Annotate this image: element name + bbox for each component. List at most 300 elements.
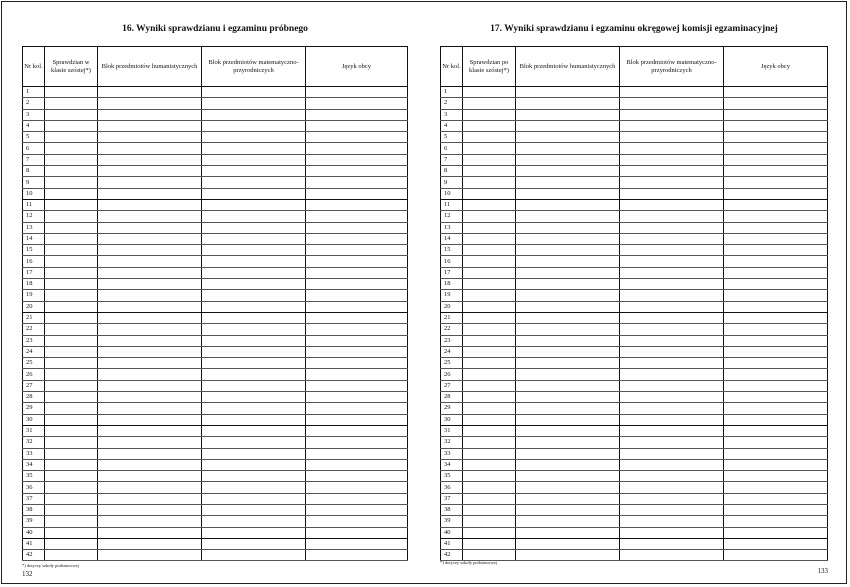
result-cell[interactable] [202, 245, 306, 256]
result-cell[interactable] [724, 504, 828, 515]
result-cell[interactable] [516, 109, 620, 120]
result-cell[interactable] [306, 177, 408, 188]
result-cell[interactable] [306, 482, 408, 493]
result-cell[interactable] [202, 256, 306, 267]
result-cell[interactable] [724, 425, 828, 436]
result-cell[interactable] [202, 504, 306, 515]
result-cell[interactable] [306, 504, 408, 515]
result-cell[interactable] [620, 256, 724, 267]
result-cell[interactable] [98, 527, 202, 538]
result-cell[interactable] [516, 154, 620, 165]
result-cell[interactable] [620, 324, 724, 335]
result-cell[interactable] [98, 154, 202, 165]
result-cell[interactable] [620, 312, 724, 323]
result-cell[interactable] [620, 245, 724, 256]
result-cell[interactable] [724, 154, 828, 165]
result-cell[interactable] [98, 245, 202, 256]
result-cell[interactable] [516, 538, 620, 549]
result-cell[interactable] [724, 358, 828, 369]
result-cell[interactable] [620, 346, 724, 357]
result-cell[interactable] [516, 369, 620, 380]
result-cell[interactable] [620, 504, 724, 515]
result-cell[interactable] [463, 267, 516, 278]
result-cell[interactable] [620, 482, 724, 493]
result-cell[interactable] [202, 132, 306, 143]
result-cell[interactable] [98, 312, 202, 323]
result-cell[interactable] [202, 516, 306, 527]
result-cell[interactable] [463, 516, 516, 527]
result-cell[interactable] [45, 199, 98, 210]
result-cell[interactable] [463, 425, 516, 436]
result-cell[interactable] [516, 448, 620, 459]
result-cell[interactable] [724, 516, 828, 527]
result-cell[interactable] [724, 98, 828, 109]
result-cell[interactable] [98, 448, 202, 459]
result-cell[interactable] [724, 392, 828, 403]
result-cell[interactable] [463, 98, 516, 109]
result-cell[interactable] [620, 279, 724, 290]
result-cell[interactable] [202, 493, 306, 504]
result-cell[interactable] [463, 312, 516, 323]
result-cell[interactable] [306, 527, 408, 538]
result-cell[interactable] [45, 177, 98, 188]
result-cell[interactable] [98, 437, 202, 448]
result-cell[interactable] [620, 211, 724, 222]
result-cell[interactable] [463, 177, 516, 188]
result-cell[interactable] [463, 166, 516, 177]
result-cell[interactable] [463, 301, 516, 312]
result-cell[interactable] [202, 527, 306, 538]
result-cell[interactable] [306, 290, 408, 301]
result-cell[interactable] [463, 120, 516, 131]
result-cell[interactable] [724, 199, 828, 210]
result-cell[interactable] [620, 403, 724, 414]
result-cell[interactable] [45, 256, 98, 267]
result-cell[interactable] [306, 324, 408, 335]
result-cell[interactable] [306, 493, 408, 504]
result-cell[interactable] [202, 324, 306, 335]
result-cell[interactable] [516, 358, 620, 369]
result-cell[interactable] [306, 256, 408, 267]
result-cell[interactable] [202, 346, 306, 357]
result-cell[interactable] [463, 335, 516, 346]
result-cell[interactable] [98, 256, 202, 267]
result-cell[interactable] [463, 87, 516, 98]
result-cell[interactable] [202, 312, 306, 323]
result-cell[interactable] [45, 527, 98, 538]
result-cell[interactable] [45, 482, 98, 493]
result-cell[interactable] [306, 471, 408, 482]
result-cell[interactable] [306, 448, 408, 459]
result-cell[interactable] [724, 403, 828, 414]
result-cell[interactable] [306, 199, 408, 210]
result-cell[interactable] [516, 166, 620, 177]
result-cell[interactable] [98, 211, 202, 222]
result-cell[interactable] [463, 392, 516, 403]
result-cell[interactable] [202, 279, 306, 290]
result-cell[interactable] [724, 256, 828, 267]
result-cell[interactable] [724, 109, 828, 120]
result-cell[interactable] [202, 380, 306, 391]
result-cell[interactable] [724, 120, 828, 131]
result-cell[interactable] [202, 290, 306, 301]
result-cell[interactable] [306, 222, 408, 233]
result-cell[interactable] [306, 459, 408, 470]
result-cell[interactable] [620, 87, 724, 98]
result-cell[interactable] [306, 403, 408, 414]
result-cell[interactable] [45, 346, 98, 357]
result-cell[interactable] [724, 493, 828, 504]
result-cell[interactable] [516, 346, 620, 357]
result-cell[interactable] [724, 177, 828, 188]
result-cell[interactable] [724, 471, 828, 482]
result-cell[interactable] [98, 493, 202, 504]
result-cell[interactable] [620, 154, 724, 165]
result-cell[interactable] [45, 109, 98, 120]
result-cell[interactable] [620, 98, 724, 109]
result-cell[interactable] [98, 459, 202, 470]
result-cell[interactable] [620, 538, 724, 549]
result-cell[interactable] [724, 188, 828, 199]
result-cell[interactable] [516, 392, 620, 403]
result-cell[interactable] [202, 166, 306, 177]
result-cell[interactable] [620, 290, 724, 301]
result-cell[interactable] [98, 87, 202, 98]
result-cell[interactable] [516, 527, 620, 538]
result-cell[interactable] [306, 120, 408, 131]
result-cell[interactable] [45, 245, 98, 256]
result-cell[interactable] [98, 199, 202, 210]
result-cell[interactable] [620, 471, 724, 482]
result-cell[interactable] [98, 177, 202, 188]
result-cell[interactable] [463, 493, 516, 504]
result-cell[interactable] [202, 120, 306, 131]
result-cell[interactable] [463, 527, 516, 538]
result-cell[interactable] [620, 516, 724, 527]
result-cell[interactable] [202, 301, 306, 312]
result-cell[interactable] [202, 403, 306, 414]
result-cell[interactable] [516, 414, 620, 425]
result-cell[interactable] [620, 177, 724, 188]
result-cell[interactable] [463, 369, 516, 380]
result-cell[interactable] [463, 448, 516, 459]
result-cell[interactable] [463, 471, 516, 482]
result-cell[interactable] [516, 188, 620, 199]
result-cell[interactable] [724, 245, 828, 256]
result-cell[interactable] [516, 437, 620, 448]
result-cell[interactable] [620, 369, 724, 380]
result-cell[interactable] [306, 132, 408, 143]
result-cell[interactable] [724, 143, 828, 154]
result-cell[interactable] [202, 550, 306, 561]
result-cell[interactable] [98, 392, 202, 403]
result-cell[interactable] [724, 301, 828, 312]
result-cell[interactable] [45, 358, 98, 369]
result-cell[interactable] [98, 380, 202, 391]
result-cell[interactable] [620, 267, 724, 278]
result-cell[interactable] [45, 222, 98, 233]
result-cell[interactable] [306, 538, 408, 549]
result-cell[interactable] [98, 267, 202, 278]
result-cell[interactable] [516, 177, 620, 188]
result-cell[interactable] [516, 233, 620, 244]
result-cell[interactable] [516, 245, 620, 256]
result-cell[interactable] [98, 504, 202, 515]
result-cell[interactable] [724, 527, 828, 538]
result-cell[interactable] [306, 346, 408, 357]
result-cell[interactable] [306, 516, 408, 527]
result-cell[interactable] [463, 459, 516, 470]
result-cell[interactable] [202, 233, 306, 244]
result-cell[interactable] [516, 132, 620, 143]
result-cell[interactable] [724, 290, 828, 301]
result-cell[interactable] [45, 504, 98, 515]
result-cell[interactable] [202, 335, 306, 346]
result-cell[interactable] [620, 166, 724, 177]
result-cell[interactable] [516, 482, 620, 493]
result-cell[interactable] [98, 301, 202, 312]
result-cell[interactable] [724, 267, 828, 278]
result-cell[interactable] [620, 380, 724, 391]
result-cell[interactable] [463, 358, 516, 369]
result-cell[interactable] [306, 301, 408, 312]
result-cell[interactable] [620, 527, 724, 538]
result-cell[interactable] [45, 335, 98, 346]
result-cell[interactable] [45, 380, 98, 391]
result-cell[interactable] [724, 211, 828, 222]
result-cell[interactable] [463, 199, 516, 210]
result-cell[interactable] [45, 437, 98, 448]
result-cell[interactable] [620, 493, 724, 504]
result-cell[interactable] [45, 448, 98, 459]
result-cell[interactable] [463, 132, 516, 143]
result-cell[interactable] [45, 98, 98, 109]
result-cell[interactable] [98, 98, 202, 109]
result-cell[interactable] [45, 143, 98, 154]
result-cell[interactable] [45, 166, 98, 177]
result-cell[interactable] [98, 550, 202, 561]
result-cell[interactable] [724, 482, 828, 493]
result-cell[interactable] [620, 109, 724, 120]
result-cell[interactable] [45, 120, 98, 131]
result-cell[interactable] [620, 437, 724, 448]
result-cell[interactable] [516, 222, 620, 233]
result-cell[interactable] [45, 154, 98, 165]
result-cell[interactable] [463, 538, 516, 549]
result-cell[interactable] [45, 493, 98, 504]
result-cell[interactable] [724, 414, 828, 425]
result-cell[interactable] [98, 188, 202, 199]
result-cell[interactable] [724, 166, 828, 177]
result-cell[interactable] [306, 166, 408, 177]
result-cell[interactable] [306, 550, 408, 561]
result-cell[interactable] [463, 109, 516, 120]
result-cell[interactable] [45, 233, 98, 244]
result-cell[interactable] [724, 437, 828, 448]
result-cell[interactable] [202, 98, 306, 109]
result-cell[interactable] [724, 550, 828, 561]
result-cell[interactable] [463, 233, 516, 244]
result-cell[interactable] [724, 380, 828, 391]
result-cell[interactable] [516, 550, 620, 561]
result-cell[interactable] [620, 143, 724, 154]
result-cell[interactable] [463, 256, 516, 267]
result-cell[interactable] [202, 448, 306, 459]
result-cell[interactable] [463, 154, 516, 165]
result-cell[interactable] [620, 358, 724, 369]
result-cell[interactable] [202, 109, 306, 120]
result-cell[interactable] [463, 279, 516, 290]
result-cell[interactable] [620, 132, 724, 143]
result-cell[interactable] [98, 109, 202, 120]
result-cell[interactable] [724, 448, 828, 459]
result-cell[interactable] [202, 414, 306, 425]
result-cell[interactable] [98, 335, 202, 346]
result-cell[interactable] [202, 154, 306, 165]
result-cell[interactable] [463, 211, 516, 222]
result-cell[interactable] [306, 312, 408, 323]
result-cell[interactable] [463, 324, 516, 335]
result-cell[interactable] [98, 324, 202, 335]
result-cell[interactable] [202, 471, 306, 482]
result-cell[interactable] [306, 392, 408, 403]
result-cell[interactable] [463, 222, 516, 233]
result-cell[interactable] [516, 290, 620, 301]
result-cell[interactable] [45, 211, 98, 222]
result-cell[interactable] [463, 414, 516, 425]
result-cell[interactable] [463, 403, 516, 414]
result-cell[interactable] [98, 346, 202, 357]
result-cell[interactable] [620, 199, 724, 210]
result-cell[interactable] [98, 471, 202, 482]
result-cell[interactable] [45, 132, 98, 143]
result-cell[interactable] [516, 87, 620, 98]
result-cell[interactable] [620, 188, 724, 199]
result-cell[interactable] [516, 312, 620, 323]
result-cell[interactable] [463, 437, 516, 448]
result-cell[interactable] [724, 312, 828, 323]
result-cell[interactable] [516, 324, 620, 335]
result-cell[interactable] [463, 245, 516, 256]
result-cell[interactable] [516, 403, 620, 414]
result-cell[interactable] [98, 166, 202, 177]
result-cell[interactable] [516, 267, 620, 278]
result-cell[interactable] [724, 459, 828, 470]
result-cell[interactable] [516, 380, 620, 391]
result-cell[interactable] [306, 380, 408, 391]
result-cell[interactable] [516, 301, 620, 312]
result-cell[interactable] [45, 312, 98, 323]
result-cell[interactable] [516, 493, 620, 504]
result-cell[interactable] [202, 211, 306, 222]
result-cell[interactable] [45, 188, 98, 199]
result-cell[interactable] [463, 504, 516, 515]
result-cell[interactable] [724, 132, 828, 143]
result-cell[interactable] [98, 425, 202, 436]
result-cell[interactable] [98, 222, 202, 233]
result-cell[interactable] [620, 448, 724, 459]
result-cell[interactable] [45, 369, 98, 380]
result-cell[interactable] [98, 369, 202, 380]
result-cell[interactable] [98, 143, 202, 154]
result-cell[interactable] [98, 132, 202, 143]
result-cell[interactable] [45, 87, 98, 98]
result-cell[interactable] [202, 358, 306, 369]
result-cell[interactable] [516, 256, 620, 267]
result-cell[interactable] [202, 437, 306, 448]
result-cell[interactable] [45, 425, 98, 436]
result-cell[interactable] [724, 369, 828, 380]
result-cell[interactable] [306, 369, 408, 380]
result-cell[interactable] [516, 459, 620, 470]
result-cell[interactable] [306, 109, 408, 120]
result-cell[interactable] [724, 233, 828, 244]
result-cell[interactable] [306, 335, 408, 346]
result-cell[interactable] [98, 290, 202, 301]
result-cell[interactable] [463, 346, 516, 357]
result-cell[interactable] [45, 279, 98, 290]
result-cell[interactable] [620, 301, 724, 312]
result-cell[interactable] [45, 516, 98, 527]
result-cell[interactable] [45, 324, 98, 335]
result-cell[interactable] [516, 425, 620, 436]
result-cell[interactable] [45, 550, 98, 561]
result-cell[interactable] [202, 538, 306, 549]
result-cell[interactable] [306, 267, 408, 278]
result-cell[interactable] [98, 482, 202, 493]
result-cell[interactable] [724, 279, 828, 290]
result-cell[interactable] [620, 222, 724, 233]
result-cell[interactable] [516, 471, 620, 482]
result-cell[interactable] [516, 335, 620, 346]
result-cell[interactable] [45, 459, 98, 470]
result-cell[interactable] [620, 233, 724, 244]
result-cell[interactable] [620, 392, 724, 403]
result-cell[interactable] [306, 245, 408, 256]
result-cell[interactable] [98, 403, 202, 414]
result-cell[interactable] [516, 279, 620, 290]
result-cell[interactable] [45, 471, 98, 482]
result-cell[interactable] [620, 414, 724, 425]
result-cell[interactable] [45, 403, 98, 414]
result-cell[interactable] [202, 482, 306, 493]
result-cell[interactable] [306, 437, 408, 448]
result-cell[interactable] [98, 279, 202, 290]
result-cell[interactable] [620, 425, 724, 436]
result-cell[interactable] [202, 87, 306, 98]
result-cell[interactable] [463, 380, 516, 391]
result-cell[interactable] [98, 538, 202, 549]
result-cell[interactable] [202, 188, 306, 199]
result-cell[interactable] [202, 369, 306, 380]
result-cell[interactable] [620, 550, 724, 561]
result-cell[interactable] [306, 98, 408, 109]
result-cell[interactable] [202, 459, 306, 470]
result-cell[interactable] [516, 199, 620, 210]
result-cell[interactable] [306, 87, 408, 98]
result-cell[interactable] [98, 358, 202, 369]
result-cell[interactable] [724, 324, 828, 335]
result-cell[interactable] [98, 233, 202, 244]
result-cell[interactable] [516, 516, 620, 527]
result-cell[interactable] [98, 414, 202, 425]
result-cell[interactable] [202, 425, 306, 436]
result-cell[interactable] [45, 301, 98, 312]
result-cell[interactable] [516, 98, 620, 109]
result-cell[interactable] [724, 538, 828, 549]
result-cell[interactable] [724, 346, 828, 357]
result-cell[interactable] [306, 279, 408, 290]
